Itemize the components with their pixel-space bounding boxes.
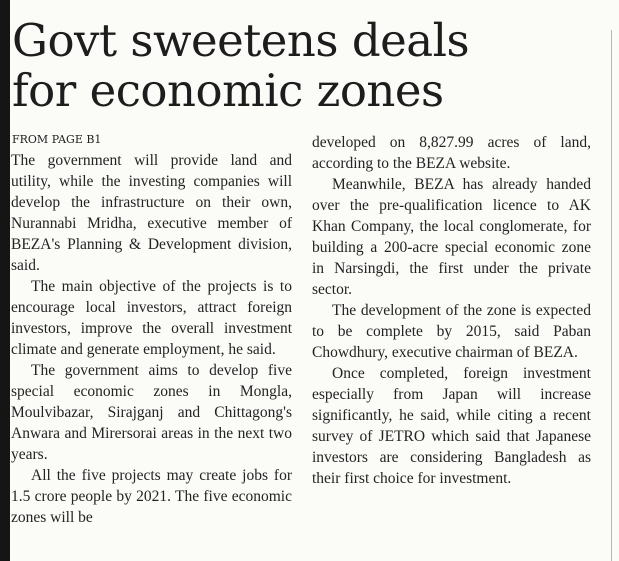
article-column-left bbox=[11, 150, 292, 528]
headline-line-2: for economic zones bbox=[12, 64, 444, 117]
paragraph: The main objective of the projects is to encourage local investors, attract foreign investors, improve the overall investment climate and generate employment, he said. bbox=[11, 278, 292, 358]
paragraph: The government aims to develop five special economic zones in Mongla, Moulvibazar, Sirajganj and Chittagong's Anwara and Mirersorai areas in the next two years. bbox=[11, 362, 292, 463]
paragraph: The government will provide land and utility, while the investing companies will develop the infrastructure on their own, Nurannabi Mridha, executive member of BEZA's Planning & Development division, said. bbox=[11, 152, 292, 274]
paragraph: developed on 8,827.99 acres of land, according to the BEZA website. bbox=[312, 134, 591, 172]
paragraph: Meanwhile, BEZA has already handed over the pre-qualification licence to AK Khan Company, the local conglomerate, for building a 200-acre special economic zone in Narsingdi, the first under the private sector. bbox=[312, 176, 591, 298]
article-column-right bbox=[312, 132, 591, 489]
headline-line-1: Govt sweetens deals bbox=[12, 14, 470, 67]
column-rule bbox=[611, 30, 612, 561]
scan-left-edge bbox=[0, 0, 10, 561]
paragraph: Once completed, foreign investment especially from Japan will increase significantly, he said, while citing a recent survey of JETRO which said that Japanese investors are considering Bangladesh as their first choice for investment. bbox=[312, 365, 591, 487]
jump-kicker: FROM PAGE B1 bbox=[12, 133, 102, 146]
paragraph: All the five projects may create jobs for 1.5 crore people by 2021. The five economic zones will be bbox=[11, 467, 292, 526]
headline bbox=[12, 16, 532, 116]
paragraph: The development of the zone is expected to be complete by 2015, said Paban Chowdhury, executive chairman of BEZA. bbox=[312, 302, 591, 361]
